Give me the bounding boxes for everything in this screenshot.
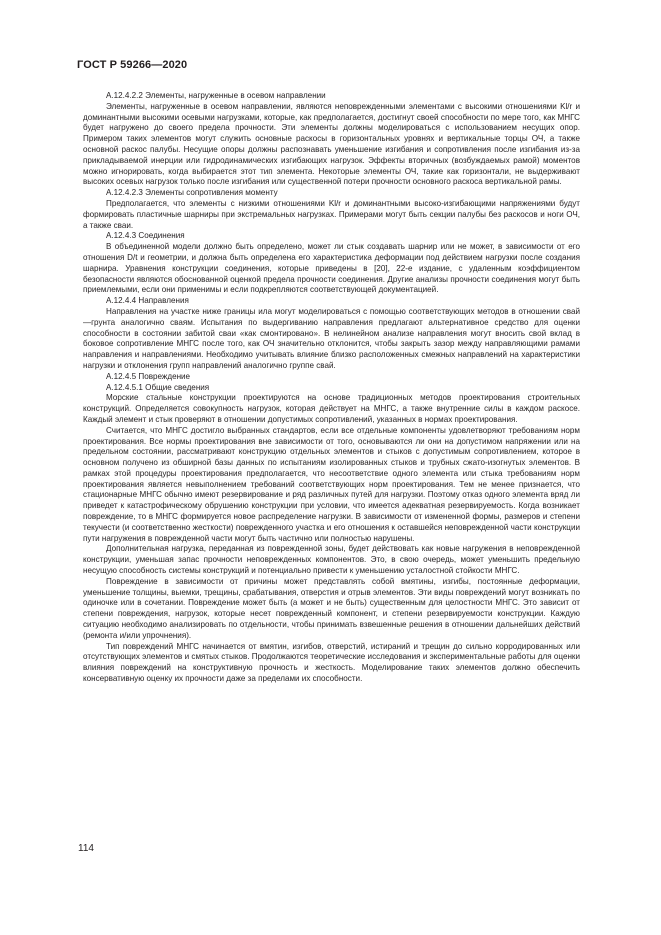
- subsection-heading: А.12.4.5.1 Общие сведения: [106, 382, 210, 392]
- document-header: ГОСТ Р 59266—2020: [77, 59, 188, 71]
- section-heading: А.12.4.2.3 Элементы сопротивления моменту: [106, 188, 278, 198]
- body-paragraph: Элементы, нагруженные в осевом направлении, являются неповрежденными элементами с высокими отношениями Kl/r и доминантными высокими осевыми нагрузками, которые, как предполагается, достигнут своей способности по мере того, как МНГС будет нагружено до своего предела прочности. Эти элементы должны моделироваться с использованием несущих опор. Примером таких элементов могут служить основные раскосы в горизонтальных уровнях и вертикальные торцы ОЧ, а также основной раскос палубы. Несущие опоры должны распознавать уменьшение изгибания и сопротивления после изгибания из-за прикладываемой инерции или гидродинамических изгибающих нагрузок. Эффекты вторичных (возбуждаемых рамой) моментов можно игнорировать, когда выбирается этот тип элемента. Некоторые элементы ОЧ, такие как горизонтали, не выдерживают высоких осевых нагрузок только после изгибания или существенной потери прочности основного раскоса вертикальной рамы.: [83, 101, 580, 187]
- body-paragraph: Предполагается, что элементы с низкими отношениями Kl/r и доминантными высоко-изгибающими напряжениями будут формировать пластичные шарниры при экстремальных нагрузках. Примерами могут быть секции палубы без раскосов и ноги ОЧ, а также сваи.: [83, 198, 580, 230]
- section-heading: А.12.4.4 Направления: [106, 296, 189, 306]
- body-paragraph: Считается, что МНГС достигло выбранных стандартов, если все отдельные компоненты удовлетворяют требованиям норм проектирования. Все нормы проектирования вне зависимости от того, основываются ли они на допустимом напряжении или на предельном состоянии, рассматривают конструкцию отдельных элементов и стыков с допустимым сопротивлением, которое в основном получено из обширной базы данных по испытаниям изолированных стыков и трубных сжато-изогнутых элементов. В рамках этой процедуры проектирования предполагается, что несоответствие одного элемента или стыка требованиям норм проектирования является невыполнением требований соответствующих норм проектирования. Тем не менее признается, что стационарные МНГС обычно имеют резервирование и ряд различных путей для нагрузки. Поэтому отказ одного элемента вряд ли приведет к катастрофическому обрушению конструкции при условии, что имеется адекватная резервируемость. Когда возникает повреждение, то в МНГС формируется новое распределение нагрузки. В зависимости от измененной формы, размеров и степени текучести (и соответственно жесткости) поврежденного участка и его отношения к оставшейся неповрежденной части конструкции пути нагружения в поврежденной части могут быть частично или полностью нарушены.: [83, 425, 580, 543]
- body-paragraph: Направления на участке ниже границы ила могут моделироваться с помощью соответствующих методов в отношении свай—грунта аналогично сваям. Испытания по выдергиванию направления предлагают альтернативное средство для оценки способности в состоянии забитой сваи «как смонтировано». В нелинейном анализе направления могут вносить свой вклад в боковое сопротивление МНГС после того, как ОЧ значительно отклонится, чтобы закрыть зазор между направляющими рамами направления и направлениями. Необходимо учитывать влияние близко расположенных смежных направлений на характеристики нагрузки и отклонения групп направлений аналогично группе свай.: [83, 306, 580, 370]
- body-paragraph: Морские стальные конструкции проектируются на основе традиционных методов проектирования строительных конструкций. Определяется совокупность нагрузок, которая действует на МНГС, а также внутренние силы в каждом раскосе. Каждый элемент и стык проверяют в отношении допустимых сопротивлений, указанных в нормах проектирования.: [83, 393, 580, 424]
- section-heading: А.12.4.2.2 Элементы, нагруженные в осевом направлении: [106, 91, 326, 100]
- body-paragraph: Повреждение в зависимости от причины может представлять собой вмятины, изгибы, постоянные деформации, уменьшение толщины, выемки, трещины, срабатывания, отверстия и отрыв элементов. Эти виды повреждений могут возникать по одиночке или в сочетании. Повреждение может быть (а может и не быть) существенным для целостности МНГС. Это зависит от степени повреждения, нагрузок, которые несет поврежденный компонент, и степени резервируемости конструкции. Каждую ситуацию необходимо анализировать по отдельности, чтобы принимать взвешенные решения в отношении дальнейших действий (ремонта и/или упрочнения).: [83, 576, 580, 640]
- section-heading: А.12.4.3 Соединения: [106, 231, 185, 241]
- body-paragraph: В объединенной модели должно быть определено, может ли стык создавать шарнир или не может, в зависимости от его отношения D/t и геометрии, и должна быть определена его характеристика деформации под действием нагрузки после создания шарнира. Уравнения конструкции соединения, которые приведены в [20], 22-е издание, с удаленным коэффициентом безопасности являются обоснованной оценкой предела прочности соединения. Другие анализы прочности соединения могут быть приемлемыми, если они применимы и если подкрепляются соответствующей документацией.: [83, 242, 580, 295]
- body-paragraph: Тип повреждений МНГС начинается от вмятин, изгибов, отверстий, истираний и трещин до сильно корродированных или отсутствующих элементов и смятых стыков. Продолжаются теоретические исследования и экспериментальные работы для оценки влияния повреждений на конструктивную прочность и жесткость. Моделирование таких элементов должно обеспечить консервативную оценку их прочности даже за пределами их способности.: [83, 641, 580, 684]
- section-heading: А.12.4.5 Повреждение: [106, 371, 191, 381]
- body-paragraph: Дополнительная нагрузка, переданная из поврежденной зоны, будет действовать как новые нагружения в неповрежденной конструкции, уменьшая запас прочности неповрежденных компонентов. Это, в свою очередь, может уменьшить предельную несущую способность системы конструкций и потенциально привести к уменьшению усталостной стойкости МНГС.: [83, 544, 580, 576]
- page-number: 114: [78, 843, 94, 854]
- document-body: [83, 91, 580, 685]
